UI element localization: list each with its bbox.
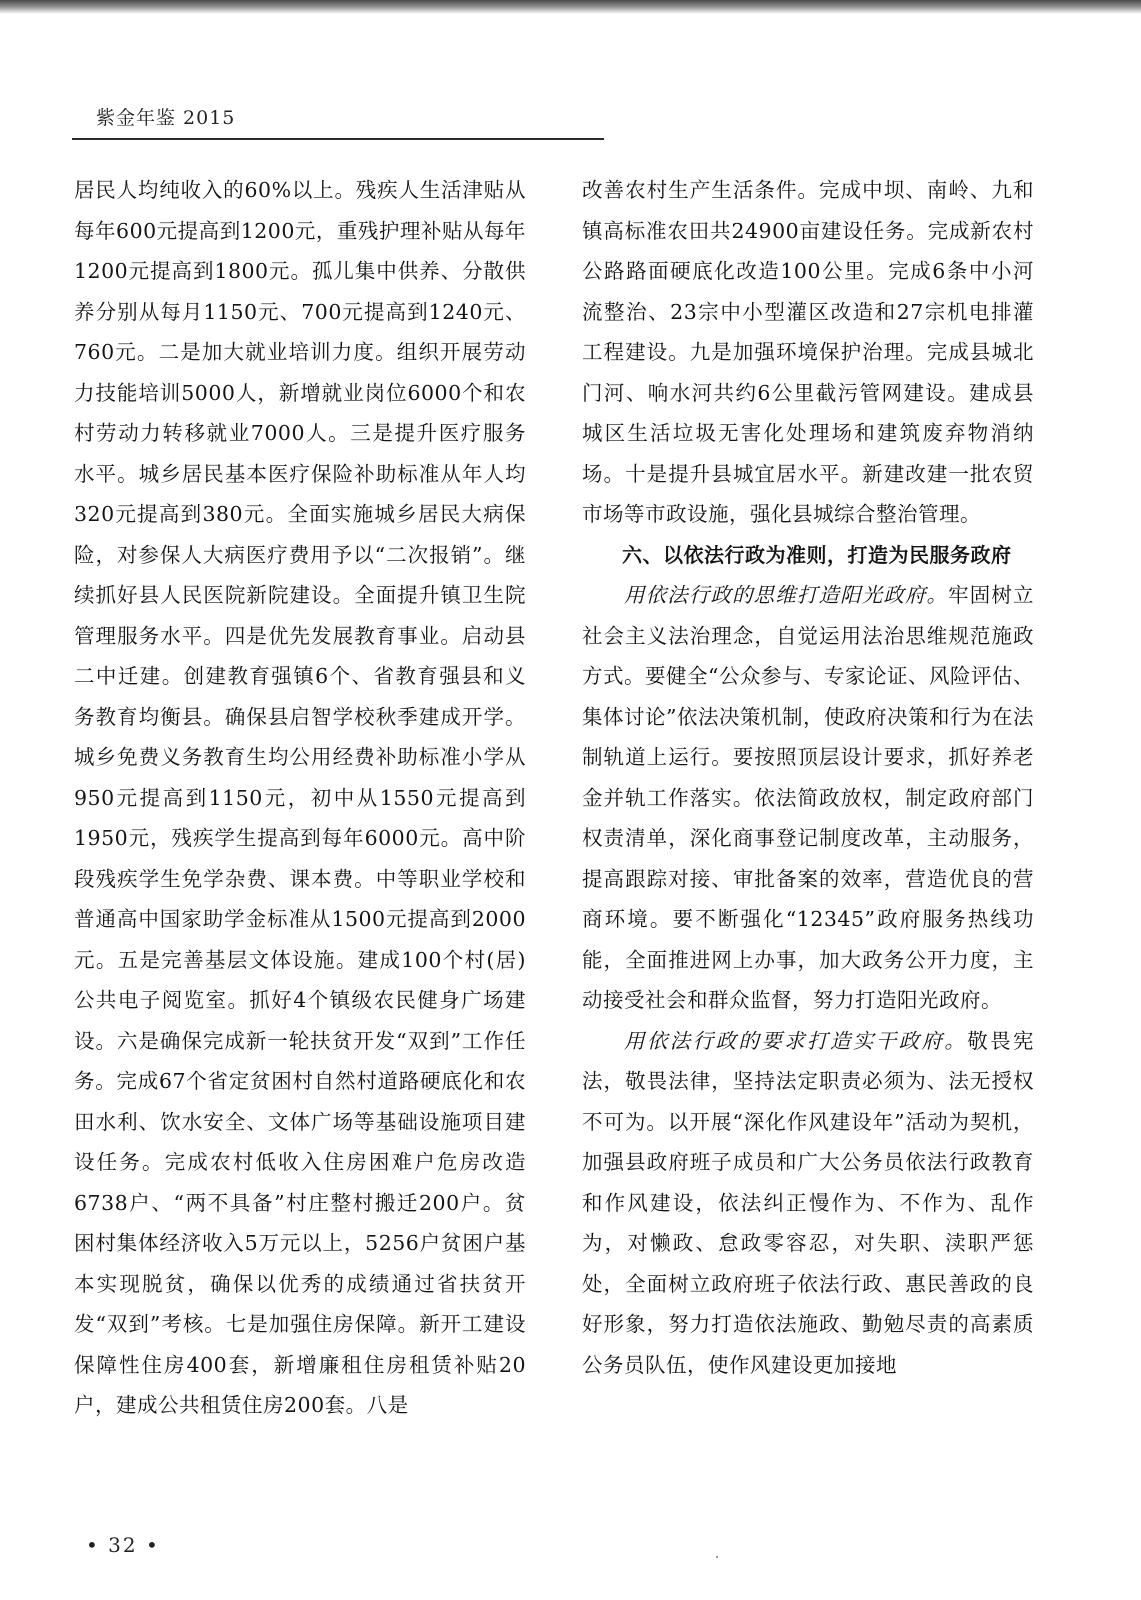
- paragraph-3-lead: 用依法行政的要求打造实干政府。: [624, 1028, 968, 1053]
- paragraph-2-lead: 用依法行政的思维打造阳光政府。: [624, 583, 949, 607]
- right-paragraph-3: [582, 1021, 1034, 1386]
- paragraph-3-body: 敬畏宪法，敬畏法律，坚持法定职责必须为、法无授权不可为。以开展“深化作风建设年”活动为契机，加强县政府班子成员和广大公务员依法行政教育和作风建设，依法纠正慢作为、不作为、乱作为，对懒政、怠政零容忍，对失职、渎职严惩处，全面树立政府班子依法行政、惠民善政的良好形象，努力打造依法施政、勤勉尽责的高素质公务员队伍，使作风建设更加接地: [582, 1028, 1034, 1377]
- right-paragraph-2: [582, 575, 1034, 1021]
- section-heading: 六、以依法行政为准则，打造为民服务政府: [622, 542, 1012, 567]
- right-paragraph-1: 改善农村生产生活条件。完成中坝、南岭、九和镇高标准农田共24900亩建设任务。完成新农村公路路面硬底化改造100公里。完成6条中小河流整治、23宗中小型灌区改造和27宗机电排灌工程建设。九是加强环境保护治理。完成县城北门河、响水河共约6公里截污管网建设。建成县城区生活垃圾无害化处理场和建筑废弃物消纳场。十是提升县城宜居水平。新建改建一批农贸市场等市政设施，强化县城综合整治管理。: [582, 178, 1034, 526]
- scan-top-band: [0, 0, 1141, 14]
- scan-speck: [716, 1556, 718, 1558]
- running-header: 紫金年鉴 2015: [96, 107, 236, 129]
- page-number: • 32 •: [86, 1533, 160, 1557]
- left-paragraph: 居民人均纯收入的60%以上。残疾人生活津贴从每年600元提高到1200元，重残护理补贴从每年1200元提高到1800元。孤儿集中供养、分散供养分别从每月1150元、700元提高到1240元、760元。二是加大就业培训力度。组织开展劳动力技能培训5000人，新增就业岗位6000个和农村劳动力转移就业7000人。三是提升医疗服务水平。城乡居民基本医疗保险补助标准从年人均320元提高到380元。全面实施城乡居民大病保险，对参保人大病医疗费用予以“二次报销”。继续抓好县人民医院新院建设。全面提升镇卫生院管理服务水平。四是优先发展教育事业。启动县二中迁建。创建教育强镇6个、省教育强县和义务教育均衡县。确保县启智学校秋季建成开学。城乡免费义务教育生均公用经费补助标准小学从950元提高到1150元，初中从1550元提高到1950元，残疾学生提高到每年6000元。高中阶段残疾学生免学杂费、课本费。中等职业学校和普通高中国家助学金标准从1500元提高到2000元。五是完善基层文体设施。建成100个村(居)公共电子阅览室。抓好4个镇级农民健身广场建设。六是确保完成新一轮扶贫开发“双到”工作任务。完成67个省定贫困村自然村道路硬底化和农田水利、饮水安全、文体广场等基础设施项目建设任务。完成农村低收入住房困难户危房改造6738户、“两不具备”村庄整村搬迁200户。贫困村集体经济收入5万元以上，5256户贫困户基本实现脱贫，确保以优秀的成绩通过省扶贫开发“双到”考核。七是加强住房保障。新开工建设保障性住房400套，新增廉租住房租赁补贴20户，建成公共租赁住房200套。八是: [74, 178, 526, 1417]
- right-column: [582, 170, 1034, 1385]
- left-column: [74, 170, 526, 1426]
- header-rule: [72, 138, 604, 140]
- paragraph-2-body: 牢固树立社会主义法治理念，自觉运用法治思维规范施政方式。要健全“公众参与、专家论证、风险评估、集体讨论”依法决策机制，使政府决策和行为在法制轨道上运行。要按照顶层设计要求，抓好养老金并轨工作落实。依法简政放权，制定政府部门权责清单，深化商事登记制度改革，主动服务，提高跟踪对接、审批备案的效率，营造优良的营商环境。要不断强化“12345”政府服务热线功能，全面推进网上办事，加大政务公开力度，主动接受社会和群众监督，努力打造阳光政府。: [582, 583, 1035, 1012]
